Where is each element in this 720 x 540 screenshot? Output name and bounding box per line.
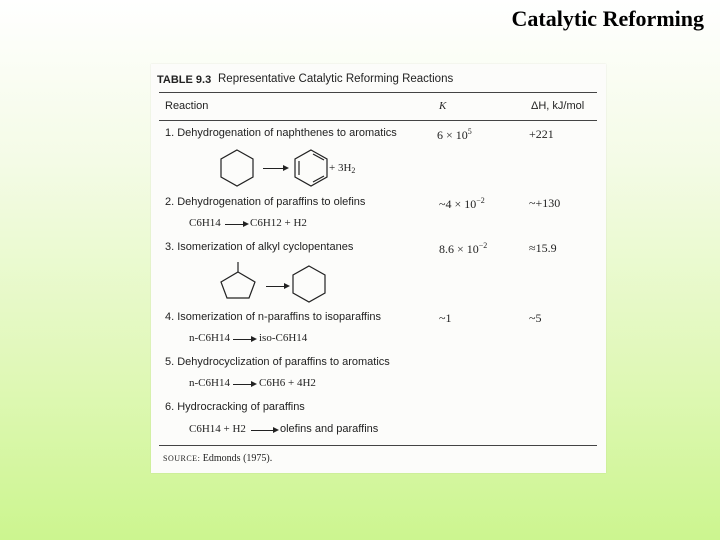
row-5-eq-right: C6H6 + 4H2: [259, 377, 316, 389]
row-4-label: 4. Isomerization of n-paraffins to isoparaffins: [165, 311, 382, 323]
row-3-k: $8.6 \times 10^{-2}$: [439, 241, 488, 256]
cyclohexane-product-structure: [291, 264, 327, 304]
row-2-eq-right: C6H12 + H2: [250, 217, 307, 229]
row-1-label: 1. Dehydrogenation of naphthenes to aromatics: [165, 127, 397, 139]
header-delta-h: ΔH, kJ/mol: [531, 100, 585, 112]
row-6-eq-right: olefins and paraffins: [280, 423, 379, 435]
rule-bottom: [159, 445, 597, 446]
table-caption: Representative Catalytic Reforming Reactions: [218, 73, 454, 85]
benzene-structure: [291, 148, 331, 188]
row-3-label: 3. Isomerization of alkyl cyclopentanes: [165, 241, 354, 253]
row-2-k: ~4 × $10^{-2}$: [439, 196, 485, 211]
row-5-arrow: [233, 384, 255, 385]
row-6-label: 6. Hydrocracking of paraffins: [165, 401, 305, 413]
methylcyclopentane-structure: [215, 260, 261, 302]
row-2-dh: ~+130: [529, 196, 561, 210]
header-reaction: Reaction: [165, 100, 209, 112]
row-3-dh: ≈15.9: [529, 241, 557, 255]
row-4-eq-right: iso-C6H14: [259, 332, 308, 344]
cyclohexane-structure: [217, 148, 257, 188]
row-3-arrow: [266, 286, 288, 287]
row-2-arrow: [225, 224, 247, 225]
table-number: TABLE 9.3: [157, 74, 212, 86]
header-k: K: [439, 100, 447, 112]
row-4-arrow: [233, 339, 255, 340]
row-1-dh: +221: [529, 127, 554, 141]
row-4-k: ~1: [439, 311, 452, 325]
row-5-label: 5. Dehydrocyclization of paraffins to aromatics: [165, 356, 390, 368]
row-1-k: $6 \times 10^5$: [437, 127, 472, 142]
row-4-eq-left: n-C6H14: [189, 332, 230, 344]
row-6-eq-left: C6H14 + H2: [189, 423, 246, 435]
rule-header: [159, 120, 597, 121]
row-1-arrow: [263, 168, 287, 169]
table-source: SOURCE: Edmonds (1975).: [163, 453, 273, 464]
reactions-table: [151, 64, 606, 473]
slide-title: Catalytic Reforming: [511, 6, 704, 31]
row-4-dh: ~5: [529, 311, 542, 325]
row-1-h2: + $3H_2$: [329, 162, 356, 175]
row-2-label: 2. Dehydrogenation of paraffins to olefins: [165, 196, 366, 208]
rule-top: [159, 92, 597, 93]
row-2-eq-left: C6H14: [189, 217, 221, 229]
row-5-eq-left: n-C6H14: [189, 377, 230, 389]
row-6-arrow: [251, 430, 277, 431]
